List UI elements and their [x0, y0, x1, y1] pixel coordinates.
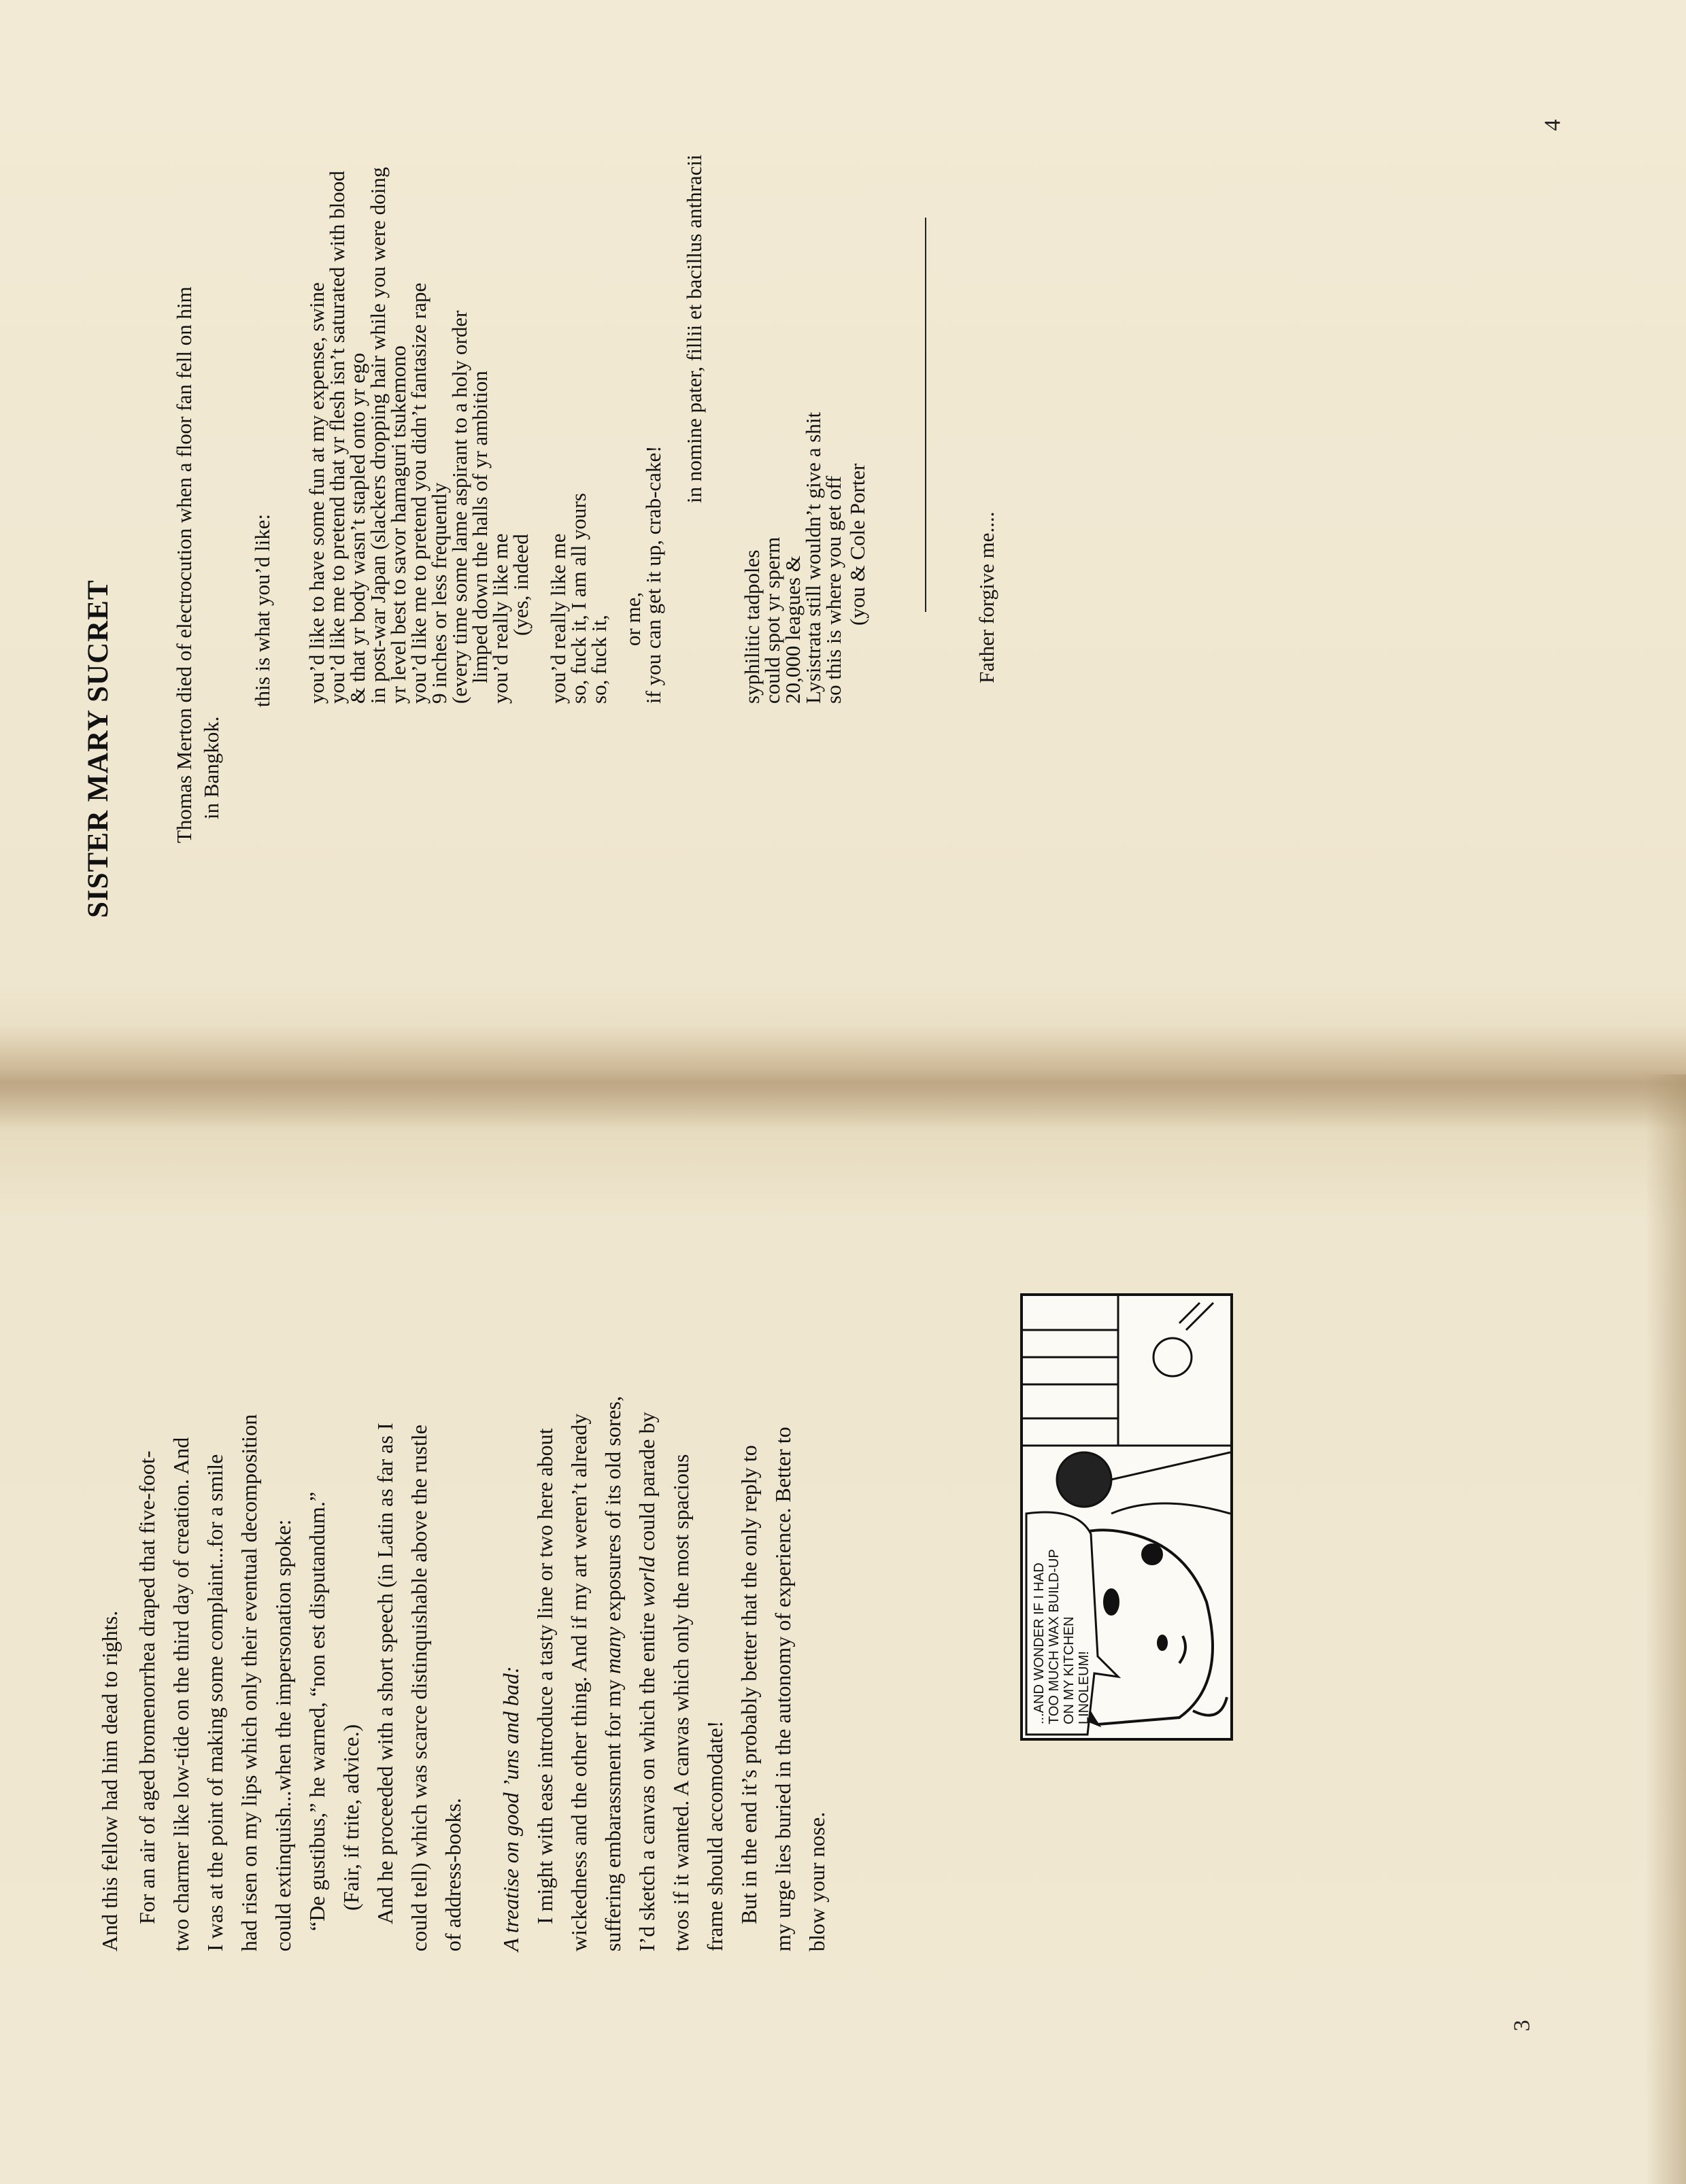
poem-line: Father forgive me.... [975, 511, 998, 683]
poem-line: could spot yr sperm [760, 536, 784, 704]
prose-line: I was at the point of making some complaint...for a smile [203, 1454, 227, 1951]
poem-line: 9 inches or less frequently [427, 482, 451, 704]
poem-line: syphilitic tadpoles [740, 549, 764, 704]
poem-line: & that yr body wasn’t stapled onto yr ego [345, 352, 369, 704]
comic-illustration [1023, 1296, 1230, 1738]
poem-line: 20,000 leagues & [781, 556, 805, 704]
poem-line: in post-war Japan (slackers dropping hair while you were doing [366, 167, 390, 704]
prose-line: twos if it wanted. A canvas which only the most spacious [669, 1454, 693, 1951]
speech-text: ON MY KITCHEN [1062, 1616, 1077, 1724]
poem-line: so, fuck it, I am all yours [567, 493, 590, 704]
section-heading: A treatise on good ’uns and bad: [499, 1666, 523, 1951]
emphasis: world [635, 1556, 659, 1607]
prose-line: of address-books. [441, 1798, 465, 1951]
poem-line: in nomine pater, fillii et bacillus anthracii [682, 154, 706, 503]
poem-line: limped down the halls of yr ambition [468, 371, 492, 683]
prose-page [82, 1122, 1646, 2006]
prose-line: For an air of aged bromenorrhea draped that five-foot- [135, 1450, 159, 1924]
emphasis: many [601, 1626, 625, 1674]
prose-fragment: I’d sketch a canvas on which the entire [635, 1607, 659, 1951]
prose-line: frame should accomodate! [703, 1720, 727, 1951]
poem-line: (every time some lame aspirant to a holy order [448, 310, 471, 704]
poem-line: this is what you’d like: [250, 513, 274, 707]
prose-line: wickedness and the other thing. And if my art weren’t already [567, 1413, 591, 1951]
prose-line: two charmer like low-tide on the third day of creation. And [169, 1437, 193, 1951]
prose-line: had risen on my lips which only their eventual decomposition [237, 1414, 261, 1951]
poem-page [34, 14, 1598, 993]
prose-line: I might with ease introduce a tasty line or two here about [533, 1428, 557, 1924]
binding-gutter [0, 1027, 1686, 1129]
poem-line: you’d like me to pretend that yr flesh isn’t saturated with blood [325, 171, 349, 704]
poem-line: Thomas Merton died of electrocution when a floor fan fell on him [172, 286, 196, 843]
poem-title: SISTER MARY SUCRET [82, 579, 114, 918]
poem-line: so, fuck it, [587, 615, 611, 704]
speech-text: ...AND WONDER IF I HAD [1032, 1563, 1047, 1724]
prose-line [636, 1412, 658, 1951]
prose-line: blow your nose. [805, 1811, 829, 1951]
page-edge-shadow [1645, 1074, 1686, 2184]
divider-rule [925, 218, 926, 612]
prose-line: And he proceeded with a short speech (in Latin as far as I [373, 1422, 397, 1924]
poem-line: yr level best to savor hamaguri tsukemono [386, 345, 410, 704]
prose-fragment: suffering embarassment for my [601, 1673, 625, 1951]
prose-line: my urge lies buried in the autonomy of experience. Better to [771, 1427, 795, 1951]
prose-line: But in the end it’s probably better that the only reply to [737, 1445, 761, 1924]
poem-line: (you & Cole Porter [845, 463, 869, 626]
poem-line: you’d really like me [546, 533, 570, 704]
page-number: 4 [1540, 119, 1566, 131]
comic-panel [1020, 1293, 1233, 1741]
poem-line: Lysistrata still wouldn’t give a shit [801, 411, 825, 704]
poem-line: if you can get it up, crab-cake! [641, 445, 665, 704]
poem-line: in Bangkok. [199, 716, 223, 819]
prose-line: could extinquish...when the impersonation spoke: [271, 1519, 295, 1951]
prose-line: (Fair, if trite, advice.) [339, 1724, 363, 1911]
poem-line: you’d like to have some fun at my expense, swine [305, 282, 328, 704]
prose-line: could tell) which was scarce distinquishable above the rustle [407, 1424, 431, 1951]
poem-line: you’d really like me [488, 533, 512, 704]
prose-line: And this fellow had him dead to rights. [97, 1610, 122, 1951]
page-number: 3 [1509, 2019, 1535, 2032]
prose-line [602, 1396, 624, 1951]
poem-line: or me, [621, 592, 645, 646]
poem-line: (yes, indeed [509, 534, 533, 636]
prose-fragment: exposures of its old sores, [601, 1395, 625, 1627]
speech-text: TOO MUCH WAX BUILD-UP [1047, 1549, 1062, 1724]
prose-fragment: could parade by [635, 1412, 659, 1556]
speech-text: LINOLEUM! [1077, 1651, 1092, 1724]
poem-line: you’d like me to pretend you didn’t fantasize rape [407, 282, 431, 704]
poem-line: so this is where you get off [822, 475, 845, 704]
prose-line: “De gustibus,” he warned, “non est disputandum.” [305, 1491, 329, 1931]
